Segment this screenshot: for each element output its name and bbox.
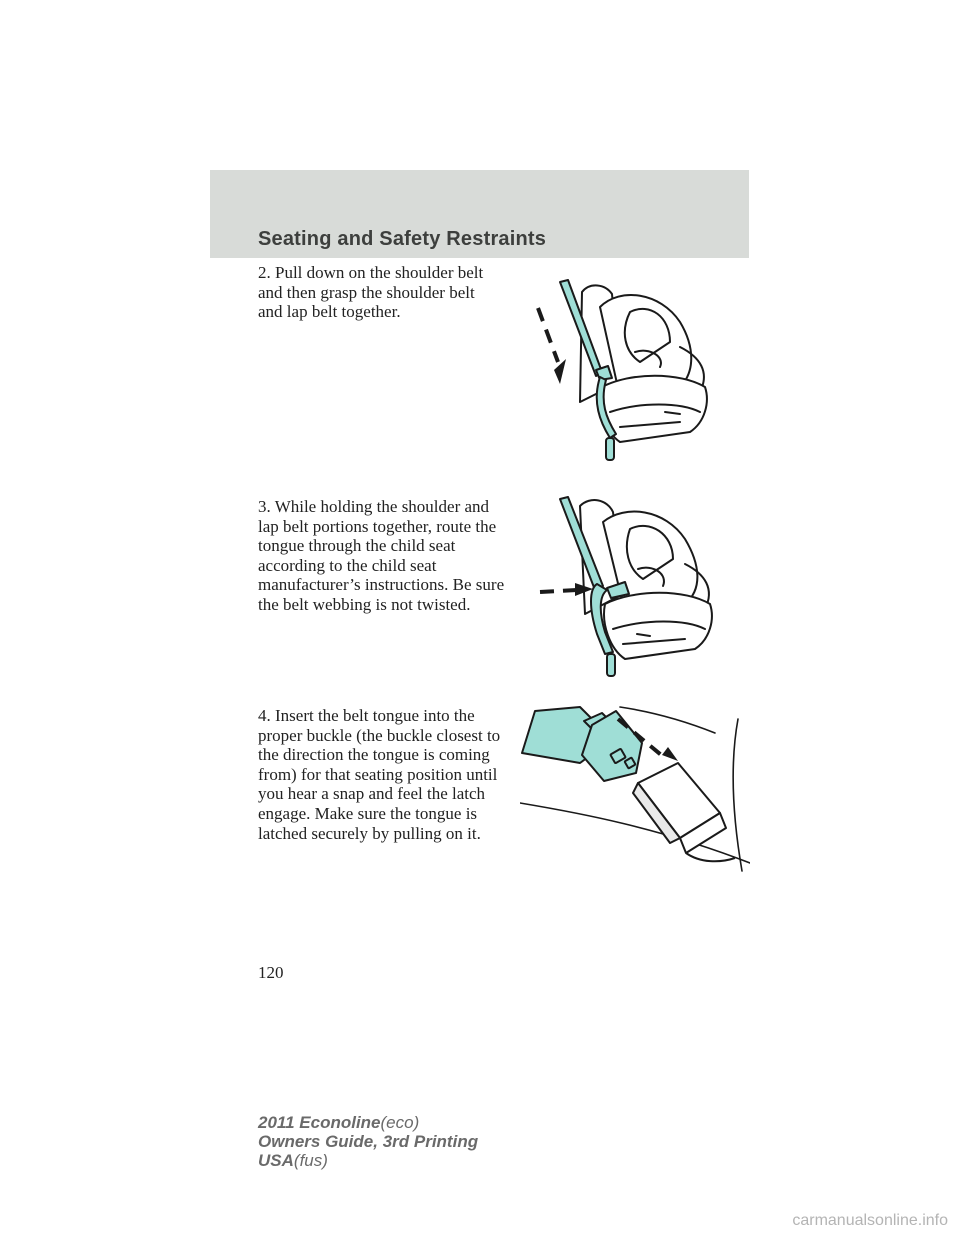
footer-region-code: (fus) [293,1151,328,1170]
step-4-text: 4. Insert the belt tongue into the proper buckle (the buckle closest to the direction the tongue is coming from) for that seating position until you hear a snap and feel the latch engage. Make sure the tongue is latched securely by pulling on it. [258,706,501,843]
footer-model: 2011 Econoline [258,1113,381,1132]
page-number: 120 [258,963,284,982]
section-title: Seating and Safety Restraints [258,228,547,250]
watermark-text: carmanualsonline.info [792,1212,948,1229]
document-footer [258,1113,478,1170]
child-seat-pull-belt-icon [520,262,725,467]
step-2-text: 2. Pull down on the shoulder belt and then grasp the shoulder belt and lap belt together. [258,263,484,322]
buckle-insert-tongue-icon [520,703,750,873]
child-seat-route-tongue-icon [525,494,730,684]
footer-guide: Owners Guide, 3rd Printing [258,1132,479,1151]
footer-model-code: (eco) [380,1113,420,1132]
footer-region: USA [258,1151,294,1170]
step-3-text: 3. While holding the shoulder and lap belt portions together, route the tongue through the child seat according to the child seat manufacturer’s instructions. Be sure the belt webbing is not twisted. [258,497,505,614]
